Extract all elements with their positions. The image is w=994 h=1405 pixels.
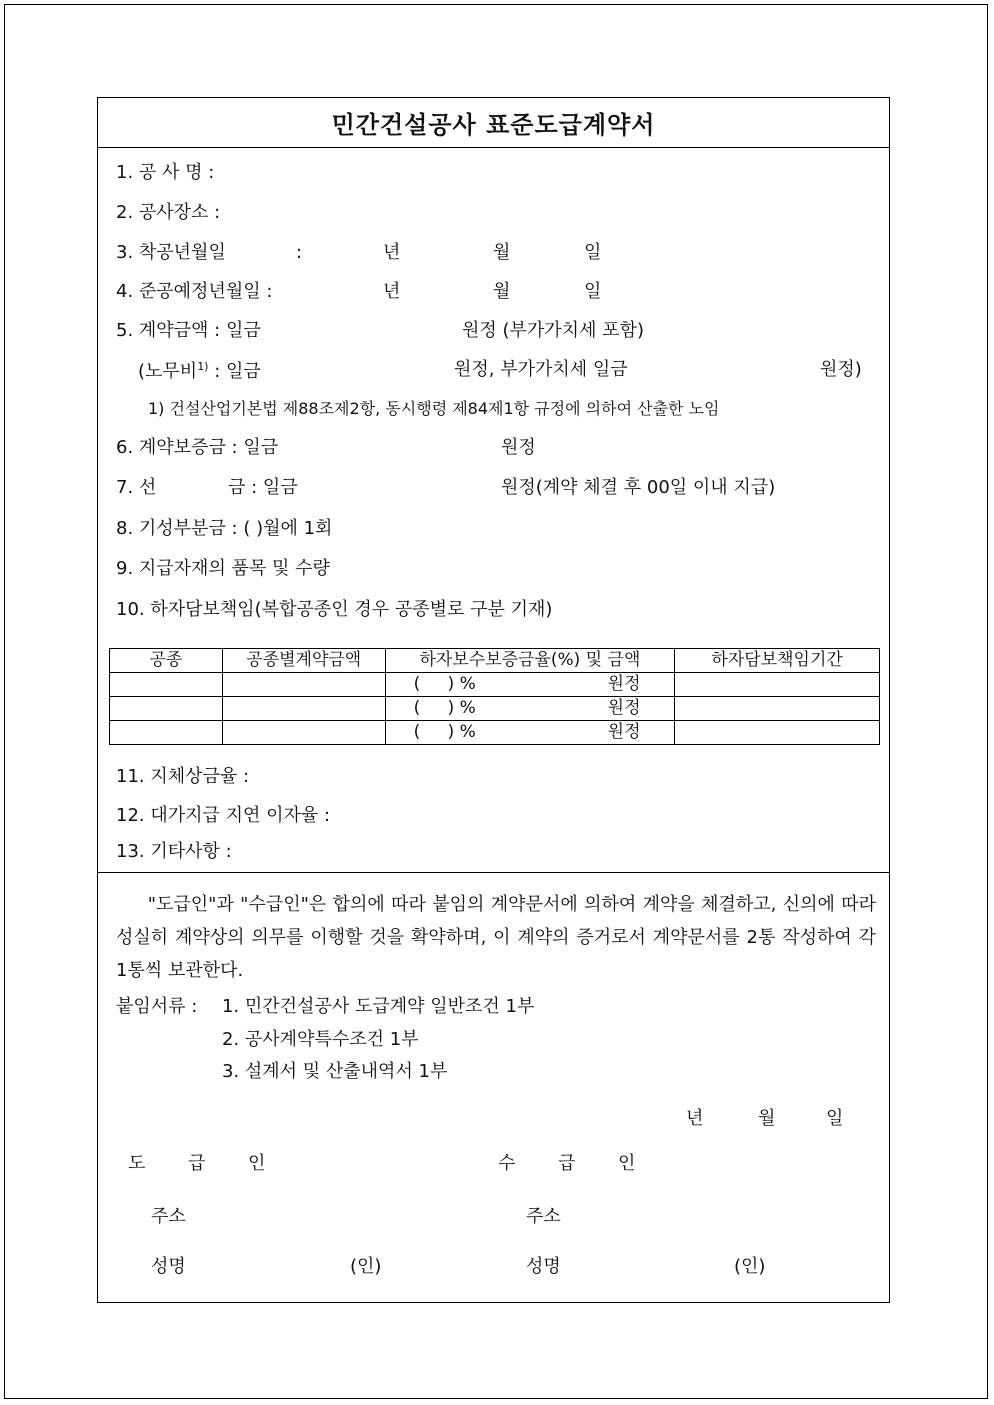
rate-open: ( [413, 722, 421, 742]
cell-work-type [110, 673, 223, 697]
header-warranty-rate: 하자보수보증금율(%) 및 금액 [385, 649, 675, 673]
item-contract-amount-won: 원정 (부가가치세 포함) [462, 320, 644, 341]
rate-won: 원정 [607, 674, 641, 694]
item-delay-penalty: 11. 지체상금율 : [116, 766, 250, 787]
builder-label-3: 인 [618, 1153, 636, 1174]
item-start-year: 년 [383, 242, 401, 263]
item-completion-year: 년 [383, 281, 401, 302]
table-row [110, 673, 880, 697]
labor-cost-open: (노무비 [138, 361, 198, 382]
attachments-label: 붙임서류 : [116, 996, 198, 1017]
item-start-day: 일 [584, 242, 602, 263]
item-completion-month: 월 [493, 281, 511, 302]
item-late-interest: 12. 대가지급 지연 이자율 : [116, 805, 331, 826]
labor-cost-footnote-mark: 1) [197, 360, 209, 373]
item-defect-liability: 10. 하자담보책임(복합공종인 경우 공종별로 구분 기재) [116, 599, 553, 620]
sign-date-month: 월 [758, 1108, 776, 1129]
cell-work-amount [222, 697, 385, 721]
item-progress-payment: 8. 기성부분금 : ( )월에 1회 [116, 518, 333, 539]
item-start-date-label: 3. 착공년월일 [116, 242, 226, 263]
cell-warranty-rate [385, 673, 675, 697]
contract-form [97, 97, 890, 1303]
item-construction-site: 2. 공사장소 : [116, 202, 221, 223]
owner-label-2: 급 [188, 1153, 206, 1174]
cell-work-type [110, 721, 223, 745]
item-advance-label: 7. 선 [116, 477, 157, 498]
item-contract-deposit-label: 6. 계약보증금 : 일금 [116, 437, 279, 458]
builder-address: 주소 [526, 1206, 561, 1227]
owner-name: 성명 [151, 1256, 186, 1277]
rate-close: ) % [447, 674, 476, 694]
rate-close: ) % [447, 698, 476, 718]
cell-work-amount [222, 673, 385, 697]
labor-cost-amount-label: : 일금 [214, 361, 261, 382]
table-row [110, 721, 880, 745]
cell-warranty-rate [385, 721, 675, 745]
builder-label-2: 급 [558, 1153, 576, 1174]
sign-date-year: 년 [686, 1108, 704, 1129]
cell-warranty-rate [385, 697, 675, 721]
header-work-type: 공종 [110, 649, 223, 673]
attachment-item: 2. 공사계약특수조건 1부 [222, 1029, 419, 1050]
item-other: 13. 기타사항 : [116, 841, 232, 862]
footnote: 1) 건설산업기본법 제88조제2항, 동시행령 제84제1항 규정에 의하여 산출한 노임 [148, 399, 720, 418]
rate-open: ( [413, 674, 421, 694]
owner-label-3: 인 [248, 1153, 266, 1174]
rate-close: ) % [447, 722, 476, 742]
section-divider [98, 872, 889, 873]
sign-date-day: 일 [826, 1108, 844, 1129]
defect-liability-table [109, 648, 880, 745]
cell-liability-period [675, 673, 880, 697]
owner-seal: (인) [350, 1256, 382, 1277]
builder-label-1: 수 [498, 1153, 516, 1174]
rate-won: 원정 [607, 698, 641, 718]
item-supplied-materials: 9. 지급자재의 품목 및 수량 [116, 558, 330, 579]
rate-open: ( [413, 698, 421, 718]
item-contract-deposit-won: 원정 [501, 437, 536, 458]
attachment-item: 1. 민간건설공사 도급계약 일반조건 1부 [222, 996, 535, 1017]
cell-liability-period [675, 697, 880, 721]
owner-address: 주소 [151, 1206, 186, 1227]
labor-vat-won: 원정) [820, 359, 862, 380]
item-construction-name: 1. 공 사 명 : [116, 162, 215, 183]
agreement-paragraph: "도급인"과 "수급인"은 합의에 따라 붙임의 계약문서에 의하여 계약을 체결하고, 신의에 따라 성실히 계약상의 의무를 이행할 것을 확약하며, 이 계약의 증거로서 계약문서를 2통 작성하여 각 1통씩 보관한다. [116, 894, 876, 981]
labor-cost-won: 원정, 부가가치세 일금 [454, 359, 628, 380]
item-completion-date-label: 4. 준공예정년월일 : [116, 281, 273, 302]
header-work-amount: 공종별계약금액 [222, 649, 385, 673]
cell-work-amount [222, 721, 385, 745]
item-advance-won: 원정(계약 체결 후 00일 이내 지급) [501, 477, 776, 498]
page-title: 민간건설공사 표준도급계약서 [98, 98, 889, 148]
cell-work-type [110, 697, 223, 721]
item-start-date-colon: : [296, 242, 303, 263]
builder-seal: (인) [734, 1256, 766, 1277]
table-row [110, 697, 880, 721]
table-header-row [110, 649, 880, 673]
item-completion-day: 일 [584, 281, 602, 302]
header-liability-period: 하자담보책임기간 [675, 649, 880, 673]
rate-won: 원정 [607, 722, 641, 742]
item-advance-label-2: 금 : 일금 [228, 477, 298, 498]
owner-label-1: 도 [128, 1153, 146, 1174]
item-contract-amount-label: 5. 계약금액 : 일금 [116, 320, 261, 341]
labor-cost-line [138, 361, 261, 381]
cell-liability-period [675, 721, 880, 745]
attachment-item: 3. 설계서 및 산출내역서 1부 [222, 1061, 448, 1082]
item-start-month: 월 [493, 242, 511, 263]
builder-name: 성명 [526, 1256, 561, 1277]
